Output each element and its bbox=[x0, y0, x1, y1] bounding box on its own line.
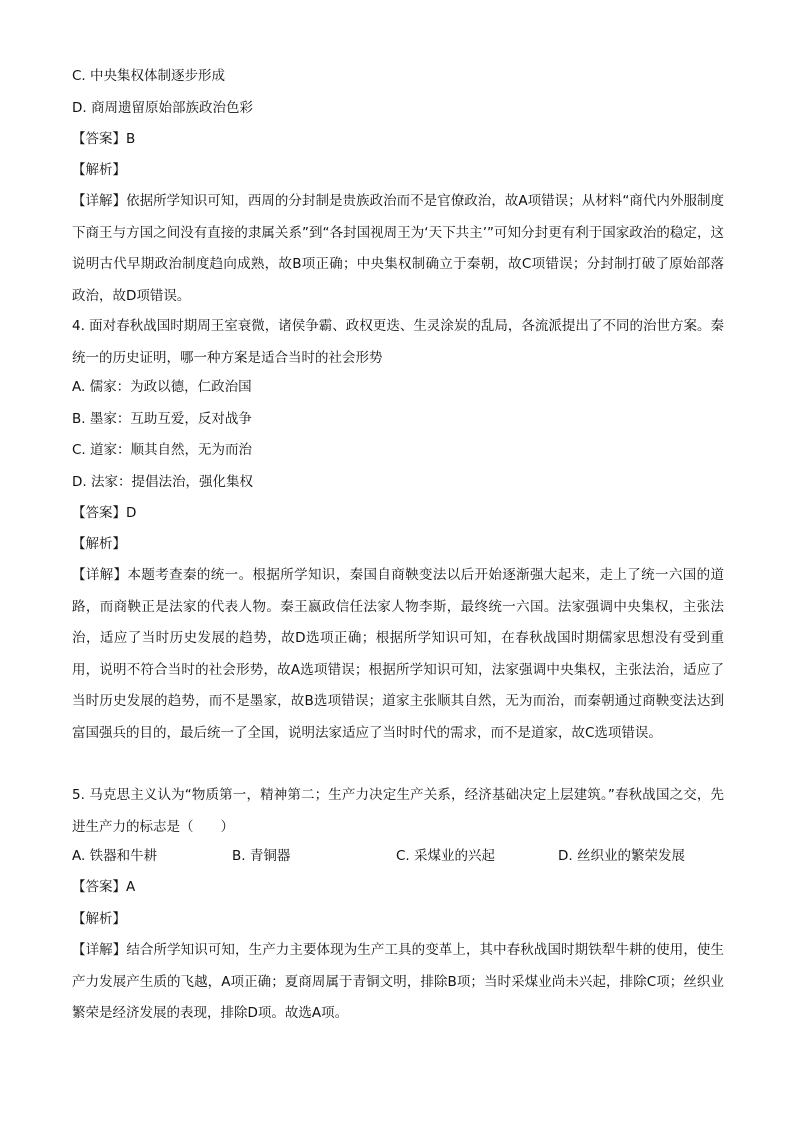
q3-analysis-label: 【解析】 bbox=[72, 162, 126, 178]
q3-answer: 【答案】B bbox=[72, 131, 136, 147]
q4-option-b: B. 墨家：互助互爱，反对战争 bbox=[72, 411, 252, 427]
q5-answer: 【答案】A bbox=[72, 879, 136, 895]
q4-answer: 【答案】D bbox=[72, 505, 137, 521]
q5-option-d: D. 丝织业的繁荣发展 bbox=[558, 848, 685, 864]
q5-stem: 5. 马克思主义认为“物质第一，精神第二；生产力决定生产关系，经济基础决定上层建筑。”春秋战国之交，先进生产力的标志是（ ） bbox=[72, 787, 724, 835]
q4-detail: 【详解】本题考查秦的统一。根据所学知识，秦国自商鞅变法以后开始逐渐强大起来，走上了统一六国的道路，而商鞅正是法家的代表人物。秦王嬴政信任法家人物李斯，最终统一六国。法家强调中央集权，主张法治，适应了当时历史发展的趋势，故D选项正确；根据所学知识可知，在春秋战国时期儒家思想没有受到重用，说明不符合当时的社会形势，故A选项错误；根据所学知识可知，法家强调中央集权，主张法治，适应了当时历史发展的趋势，而不是墨家，故B选项错误；道家主张顺其自然，无为而治，而秦朝通过商鞅变法达到富国强兵的目的，最后统一了全国，说明法家适应了当时时代的需求，而不是道家，故C选项错误。 bbox=[72, 567, 724, 741]
q5-option-b: B. 青铜器 bbox=[232, 848, 291, 864]
q5-option-a: A. 铁器和牛耕 bbox=[72, 848, 158, 864]
q4-option-a: A. 儒家：为政以德，仁政治国 bbox=[72, 379, 252, 395]
q4-option-c: C. 道家：顺其自然，无为而治 bbox=[72, 442, 253, 458]
q3-detail: 【详解】依据所学知识可知，西周的分封制是贵族政治而不是官僚政治，故A项错误；从材料“商代内外服制度下商王与方国之间没有直接的隶属关系”到“各封国视周王为‘天下共主’”可知分封更有利于国家政治的稳定，这说明古代早期政治制度趋向成熟，故B项正确；中央集权制确立于秦朝，故C项错误；分封制打破了原始部落政治，故D项错误。 bbox=[72, 193, 724, 304]
q4-analysis-label: 【解析】 bbox=[72, 536, 126, 552]
q4-stem: 4. 面对春秋战国时期周王室衰微，诸侯争霸、政权更迭、生灵涂炭的乱局，各流派提出了不同的治世方案。秦统一的历史证明，哪一种方案是适合当时的社会形势 bbox=[72, 318, 724, 366]
q5-options bbox=[72, 846, 724, 866]
q5-analysis-label: 【解析】 bbox=[72, 911, 126, 927]
q4-option-d: D. 法家：提倡法治，强化集权 bbox=[72, 474, 253, 490]
q3-option-d: D. 商周遗留原始部族政治色彩 bbox=[72, 100, 253, 116]
q5-detail: 【详解】结合所学知识可知，生产力主要体现为生产工具的变革上，其中春秋战国时期铁犁牛耕的使用，使生产力发展产生质的飞越，A项正确；夏商周属于青铜文明，排除B项；当时采煤业尚未兴起，排除C项；丝织业繁荣是经济发展的表现，排除D项。故选A项。 bbox=[72, 942, 724, 1021]
q5-option-c: C. 采煤业的兴起 bbox=[396, 848, 496, 864]
q3-option-c: C. 中央集权体制逐步形成 bbox=[72, 68, 226, 84]
